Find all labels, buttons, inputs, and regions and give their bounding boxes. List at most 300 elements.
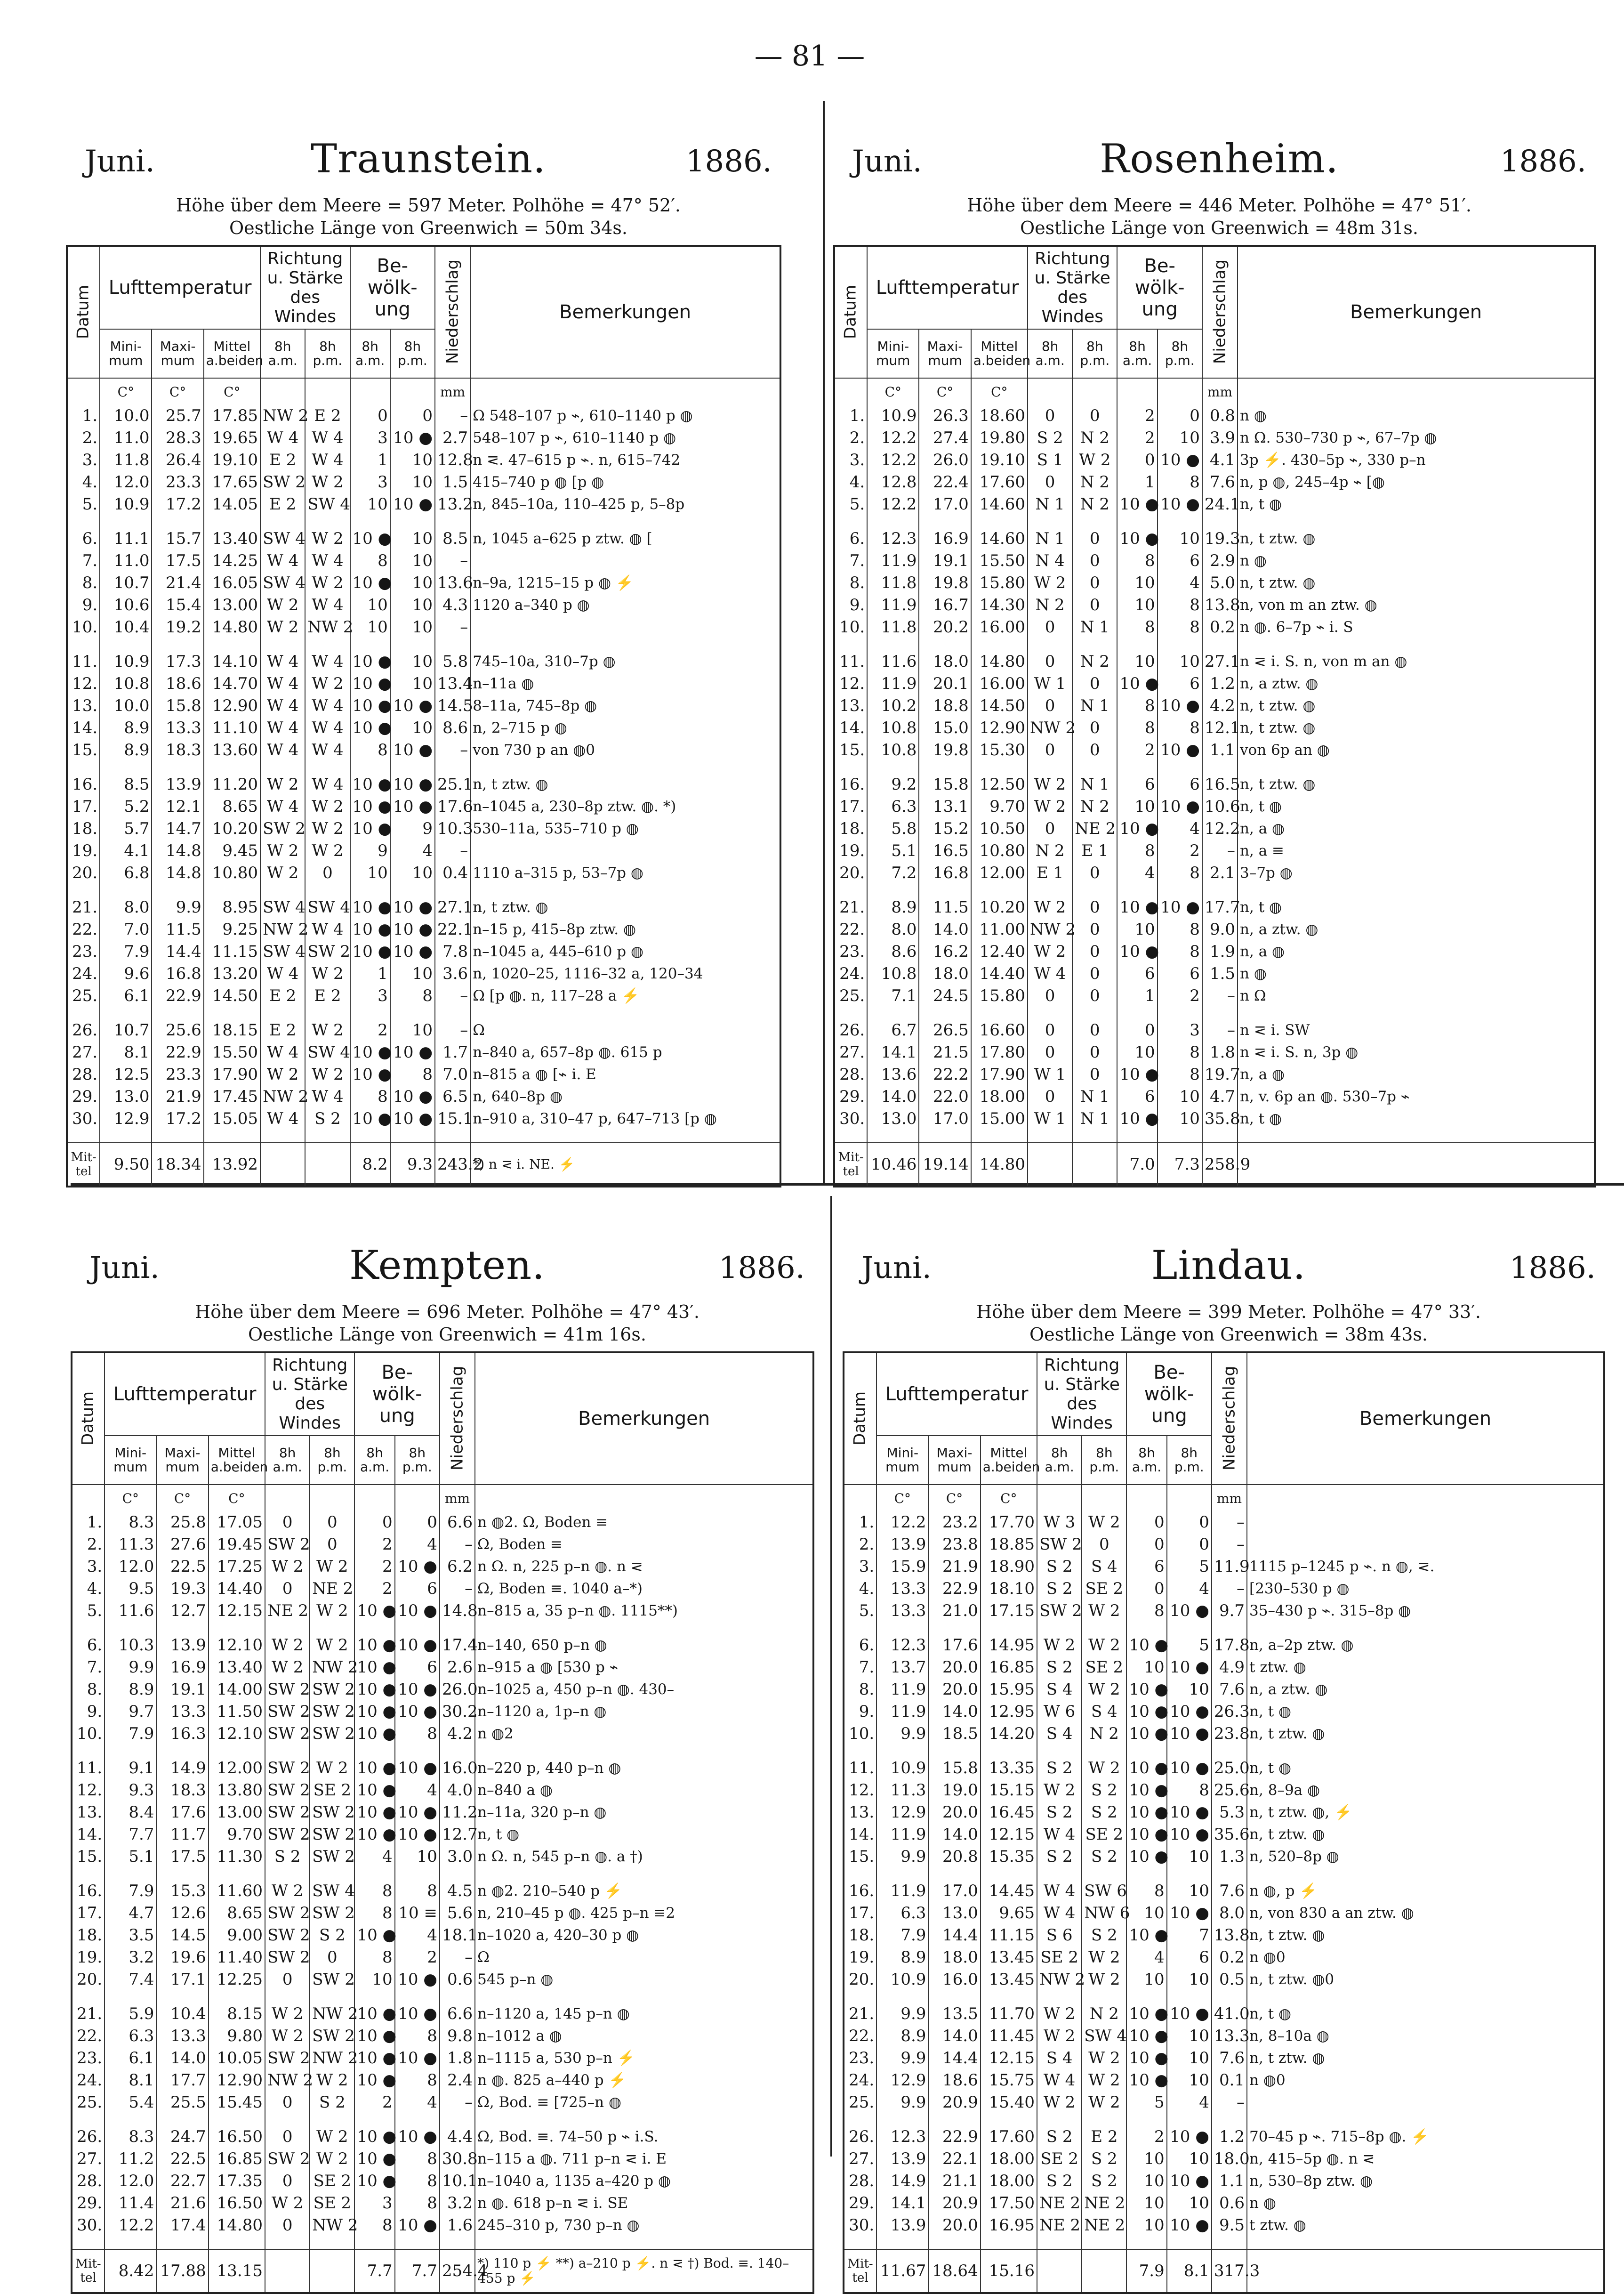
mean-temp-cell: 16.60 xyxy=(971,1019,1028,1042)
mean-temp-cell: 11.15 xyxy=(981,1924,1037,1947)
mean-temp-cell: 17.60 xyxy=(971,471,1028,493)
gap-cell xyxy=(834,1130,867,1143)
gap-cell xyxy=(100,761,152,774)
remark-cell: n–1115 a, 530 p–n ⚡ xyxy=(475,2047,813,2069)
mittel-header: Mittel a.beiden xyxy=(971,329,1028,378)
mean-temp-cell: 15.80 xyxy=(971,572,1028,594)
cloud-am-cell: 10 ● xyxy=(350,528,390,550)
cloud-pm-cell: 10 ● xyxy=(395,1824,440,1846)
mittel-row xyxy=(834,1143,1595,1187)
gap-cell xyxy=(1202,1130,1238,1143)
mittel-wind-pm xyxy=(305,1143,350,1187)
max-temp-cell: 20.1 xyxy=(919,673,971,695)
gap-cell xyxy=(1126,1622,1166,1634)
wind-am-cell: W 2 xyxy=(260,1064,305,1086)
gap-cell xyxy=(105,2114,156,2126)
precip-cell: 14.5 xyxy=(435,695,470,717)
wind-am-cell: NW 2 xyxy=(1037,1969,1082,1991)
precip-cell: – xyxy=(435,1019,470,1042)
remark-cell: Ω, Boden ≡. 1040 a–*) xyxy=(475,1578,813,1600)
mean-temp-cell: 14.10 xyxy=(204,651,260,673)
day-cell: 18. xyxy=(67,818,100,840)
wind-pm-cell: W 2 xyxy=(1082,1947,1126,1969)
gap-cell xyxy=(390,638,435,651)
mean-temp-cell: 14.70 xyxy=(204,673,260,695)
cloud-pm-cell: 10 ● xyxy=(1167,1656,1212,1679)
gap-cell xyxy=(1126,1868,1166,1880)
datum-header: Datum xyxy=(844,1352,876,1485)
precip-cell: – xyxy=(1212,1534,1247,1556)
gap-cell xyxy=(834,884,867,897)
cloud-pm-cell: 10 xyxy=(395,1846,440,1868)
gap-cell xyxy=(265,2237,310,2249)
cloud-am-cell: 10 xyxy=(1126,1656,1166,1679)
wind-pm-cell: NW 2 xyxy=(310,2047,354,2069)
cloud-am-cell: 9 xyxy=(350,840,390,862)
table-row xyxy=(834,919,1595,941)
precip-cell: 1.1 xyxy=(1202,739,1238,761)
max-temp-cell: 17.2 xyxy=(152,493,203,516)
table-row xyxy=(844,1924,1604,1947)
day-cell: 16. xyxy=(72,1880,105,1902)
wind-am-cell: NW 2 xyxy=(260,1086,305,1108)
day-cell: 18. xyxy=(834,818,867,840)
max-temp-cell: 13.3 xyxy=(156,2025,208,2047)
wind-am-cell: 0 xyxy=(265,2126,310,2148)
mittel-precip: 317.3 xyxy=(1212,2249,1247,2293)
day-cell: 23. xyxy=(844,2047,876,2069)
min-temp-cell: 11.1 xyxy=(100,528,152,550)
day-cell: 13. xyxy=(834,695,867,717)
wind-am-cell: S 6 xyxy=(1037,1924,1082,1947)
min-temp-cell: 10.9 xyxy=(867,405,919,427)
precip-cell: 1.2 xyxy=(1202,673,1238,695)
day-cell: 20. xyxy=(67,862,100,884)
gap-cell xyxy=(440,1745,475,1757)
max-temp-cell: 20.9 xyxy=(928,2092,980,2114)
table-row xyxy=(844,1947,1604,1969)
gap-cell xyxy=(971,638,1028,651)
wind-pm-cell: W 2 xyxy=(305,528,350,550)
wind-pm-cell: SE 2 xyxy=(1082,1578,1126,1600)
cloud-pm-cell: 6 xyxy=(395,1578,440,1600)
cloud-pm-cell: 10 ● xyxy=(1158,449,1202,471)
wind-am-cell: NE 2 xyxy=(1037,2214,1082,2237)
mean-temp-cell: 13.80 xyxy=(209,1779,265,1801)
remark-cell: n, a ztw. ◍ xyxy=(1247,1679,1604,1701)
max-temp-cell: 15.3 xyxy=(156,1880,208,1902)
cloud-pm-cell: 2 xyxy=(395,1947,440,1969)
mittel-row xyxy=(844,2249,1604,2293)
mittel-label: Mit-tel xyxy=(72,2249,105,2293)
min-temp-cell: 8.3 xyxy=(105,1511,156,1534)
day-cell: 6. xyxy=(844,1634,876,1656)
cloud-pm-cell: 10 xyxy=(390,594,435,616)
gap-cell xyxy=(971,1130,1028,1143)
table-row xyxy=(67,897,780,919)
precip-cell: 1.8 xyxy=(440,2047,475,2069)
table-row xyxy=(834,405,1595,427)
gap-cell xyxy=(1037,1745,1082,1757)
cloud-am-cell: 0 xyxy=(1117,449,1157,471)
gap-cell xyxy=(1202,884,1238,897)
precip-cell: 13.2 xyxy=(435,493,470,516)
day-cell: 27. xyxy=(834,1042,867,1064)
min-temp-cell: 12.9 xyxy=(100,1108,152,1130)
precip-cell: – xyxy=(435,616,470,638)
table-row xyxy=(834,1064,1595,1086)
day-cell: 24. xyxy=(844,2069,876,2092)
precip-cell: 1.9 xyxy=(1202,941,1238,963)
table-row xyxy=(67,427,780,449)
cloud-am-cell: 10 ● xyxy=(354,1824,394,1846)
wind-pm-cell: 0 xyxy=(1072,1064,1117,1086)
mean-temp-cell: 15.05 xyxy=(204,1108,260,1130)
table-row xyxy=(844,2126,1604,2148)
gap-cell xyxy=(1212,1745,1247,1757)
mean-temp-cell: 15.50 xyxy=(971,550,1028,572)
precip-cell: 0.6 xyxy=(440,1969,475,1991)
gap-cell xyxy=(260,638,305,651)
cloud-pm-cell: 8 xyxy=(1158,594,1202,616)
cloud-pm-cell: 10 ● xyxy=(390,1108,435,1130)
gap-cell xyxy=(1212,2114,1247,2126)
wind-am-cell: SW 2 xyxy=(260,471,305,493)
min-temp-cell: 13.9 xyxy=(876,2148,928,2170)
min-temp-cell: 7.4 xyxy=(105,1969,156,1991)
precip-cell: – xyxy=(1202,1019,1238,1042)
wind-am-cell: 0 xyxy=(265,2214,310,2237)
mean-temp-cell: 18.90 xyxy=(981,1556,1037,1578)
wind-am-cell: W 2 xyxy=(1028,941,1072,963)
day-cell: 18. xyxy=(844,1924,876,1947)
gap-cell xyxy=(305,516,350,528)
wind-am-cell: S 4 xyxy=(1037,1723,1082,1745)
day-cell: 20. xyxy=(834,862,867,884)
mean-temp-cell: 9.65 xyxy=(981,1902,1037,1924)
wind-pm-cell: W 2 xyxy=(305,840,350,862)
min-temp-cell: 6.3 xyxy=(105,2025,156,2047)
remark-cell: n, a ≡ xyxy=(1238,840,1595,862)
remark-cell: n–1040 a, 1135 a–420 p ◍ xyxy=(475,2170,813,2192)
mean-temp-cell: 12.15 xyxy=(209,1600,265,1622)
unit-cell xyxy=(305,378,350,405)
mean-temp-cell: 10.05 xyxy=(209,2047,265,2069)
remark-cell: n ◍. 618 p–n ⋜ i. SE xyxy=(475,2192,813,2214)
wind-am-cell: W 2 xyxy=(265,1656,310,1679)
cloud-am-cell: 10 ● xyxy=(354,2025,394,2047)
unit-cell xyxy=(1117,378,1157,405)
cloud-am-cell: 10 ● xyxy=(1126,2047,1166,2069)
wind-am-cell: SW 4 xyxy=(260,528,305,550)
cloud-am-cell: 2 xyxy=(1117,739,1157,761)
wind-am-cell: W 3 xyxy=(1037,1511,1082,1534)
cloud-am-cell: 10 ● xyxy=(350,695,390,717)
day-cell: 5. xyxy=(834,493,867,516)
cloud-pm-cell: 10 ● xyxy=(395,1556,440,1578)
gap-cell xyxy=(1167,1745,1212,1757)
table-row xyxy=(844,1634,1604,1656)
mean-temp-cell: 14.45 xyxy=(981,1880,1037,1902)
unit-cell xyxy=(470,378,780,405)
mean-temp-cell: 18.00 xyxy=(981,2148,1037,2170)
gap-cell xyxy=(100,884,152,897)
table-row xyxy=(834,651,1595,673)
wind-am-cell: SE 2 xyxy=(1037,1947,1082,1969)
wind-am-cell: W 4 xyxy=(1037,2069,1082,2092)
remark-cell: 1110 a–315 p, 53–7p ◍ xyxy=(470,862,780,884)
table-row xyxy=(72,1824,813,1846)
mean-temp-cell: 14.80 xyxy=(971,651,1028,673)
remark-cell: n ◍. 6–7p ⌁ i. S xyxy=(1238,616,1595,638)
mean-temp-cell: 18.00 xyxy=(981,2170,1037,2192)
max-temp-cell: 16.3 xyxy=(156,1723,208,1745)
max-temp-cell: 22.9 xyxy=(152,1042,203,1064)
max-temp-cell: 10.4 xyxy=(156,2003,208,2025)
max-temp-cell: 19.8 xyxy=(919,739,971,761)
gap-cell xyxy=(204,516,260,528)
cloud-pm-cell: 10 ● xyxy=(390,774,435,796)
min-temp-cell: 7.9 xyxy=(105,1880,156,1902)
remark-cell: n–220 p, 440 p–n ◍ xyxy=(475,1757,813,1779)
gap-cell xyxy=(310,1991,354,2003)
gap-cell xyxy=(844,1868,876,1880)
cloud-am-cell: 3 xyxy=(350,427,390,449)
cloud-am-cell: 10 ● xyxy=(1126,1924,1166,1947)
day-cell: 1. xyxy=(67,405,100,427)
min-temp-cell: 8.1 xyxy=(105,2069,156,2092)
min-temp-cell: 5.8 xyxy=(867,818,919,840)
wind-am-cell: SW 4 xyxy=(260,941,305,963)
day-cell: 12. xyxy=(67,673,100,695)
cloud-am-cell: 10 ● xyxy=(350,673,390,695)
mean-temp-cell: 14.80 xyxy=(209,2214,265,2237)
remark-cell: n ◍0 xyxy=(1247,2069,1604,2092)
cloud-pm-header: 8h p.m. xyxy=(395,1436,440,1485)
day-cell: 26. xyxy=(834,1019,867,1042)
wind-pm-cell: N 1 xyxy=(1072,616,1117,638)
cloud-pm-cell: 2 xyxy=(1158,985,1202,1007)
precip-cell: 12.1 xyxy=(1202,717,1238,739)
table-row xyxy=(844,2148,1604,2170)
precip-cell: 11.2 xyxy=(440,1801,475,1824)
max-temp-cell: 21.9 xyxy=(152,1086,203,1108)
min-temp-cell: 5.1 xyxy=(105,1846,156,1868)
wind-am-cell: N 1 xyxy=(1028,493,1072,516)
max-temp-cell: 14.5 xyxy=(156,1924,208,1947)
cloud-pm-cell: 10 xyxy=(390,1019,435,1042)
precip-cell: 30.2 xyxy=(440,1701,475,1723)
gap-cell xyxy=(1167,1868,1212,1880)
footnote xyxy=(1238,1143,1595,1187)
day-cell: 7. xyxy=(72,1656,105,1679)
day-cell: 28. xyxy=(67,1064,100,1086)
precip-cell: 4.5 xyxy=(440,1880,475,1902)
gap-cell xyxy=(1167,2237,1212,2249)
mean-temp-cell: 12.90 xyxy=(209,2069,265,2092)
table-row xyxy=(834,550,1595,572)
mean-temp-cell: 17.35 xyxy=(209,2170,265,2192)
cloud-am-cell: 10 ● xyxy=(354,2047,394,2069)
min-temp-cell: 9.7 xyxy=(105,1701,156,1723)
cloud-am-cell: 10 xyxy=(1126,2192,1166,2214)
unit-cell xyxy=(67,378,100,405)
wind-am-cell: W 2 xyxy=(260,840,305,862)
min-temp-cell: 12.5 xyxy=(100,1064,152,1086)
wind-am-cell: SW 2 xyxy=(1037,1600,1082,1622)
unit-cell xyxy=(1028,378,1072,405)
max-temp-cell: 26.5 xyxy=(919,1019,971,1042)
max-temp-cell: 16.5 xyxy=(919,840,971,862)
day-cell: 28. xyxy=(834,1064,867,1086)
min-temp-cell: 9.9 xyxy=(876,2047,928,2069)
wind-am-cell: W 2 xyxy=(1037,2092,1082,2114)
gap-cell xyxy=(390,1007,435,1019)
remark-cell: 8–11a, 745–8p ◍ xyxy=(470,695,780,717)
cloud-pm-cell: 10 xyxy=(390,673,435,695)
min-temp-cell: 9.9 xyxy=(876,1846,928,1868)
max-temp-cell: 18.5 xyxy=(928,1723,980,1745)
cloud-pm-cell: 10 ● xyxy=(1158,695,1202,717)
cloud-pm-cell: 10 ● xyxy=(390,1042,435,1064)
max-temp-cell: 11.5 xyxy=(152,919,203,941)
gap-cell xyxy=(354,2114,394,2126)
cloud-pm-cell: 10 xyxy=(1167,2047,1212,2069)
remark-cell: n, t ◍ xyxy=(1247,2003,1604,2025)
mittel-cloud-am: 8.2 xyxy=(350,1143,390,1187)
table-row xyxy=(67,985,780,1007)
gap-cell xyxy=(1202,761,1238,774)
table-row xyxy=(72,1779,813,1801)
wind-pm-cell: SE 2 xyxy=(310,1779,354,1801)
cloud-pm-cell: 8 xyxy=(395,1723,440,1745)
mean-temp-cell: 12.10 xyxy=(209,1723,265,1745)
remark-cell: n ◍0 xyxy=(1247,1947,1604,1969)
wind-am-cell: N 4 xyxy=(1028,550,1072,572)
max-temp-cell: 14.0 xyxy=(928,1701,980,1723)
max-temp-cell: 12.6 xyxy=(156,1902,208,1924)
gap-cell xyxy=(981,2114,1037,2126)
min-temp-cell: 8.9 xyxy=(105,1679,156,1701)
station-year: 1886. xyxy=(1500,144,1586,179)
gap-cell xyxy=(1158,1007,1202,1019)
cloud-pm-cell: 10 ● xyxy=(395,1634,440,1656)
mean-temp-cell: 12.15 xyxy=(981,2047,1037,2069)
gap-cell xyxy=(1082,1745,1126,1757)
mean-temp-cell: 11.10 xyxy=(204,717,260,739)
gap-cell xyxy=(919,1130,971,1143)
min-temp-cell: 10.6 xyxy=(100,594,152,616)
gap-cell xyxy=(1028,516,1072,528)
data-table xyxy=(71,1351,814,2294)
day-cell: 1. xyxy=(834,405,867,427)
table-row xyxy=(844,1600,1604,1622)
mean-temp-cell: 8.65 xyxy=(209,1902,265,1924)
gap-cell xyxy=(1158,884,1202,897)
min-temp-cell: 7.0 xyxy=(100,919,152,941)
table-row xyxy=(72,2170,813,2192)
max-temp-cell: 16.0 xyxy=(928,1969,980,1991)
table-row xyxy=(67,739,780,761)
cloud-pm-cell: 4 xyxy=(395,1534,440,1556)
cloud-pm-cell: 10 ● xyxy=(1167,1723,1212,1745)
min-temp-cell: 12.9 xyxy=(876,2069,928,2092)
wind-am-cell: W 2 xyxy=(265,2025,310,2047)
gap-cell xyxy=(100,1007,152,1019)
gap-cell xyxy=(265,1868,310,1880)
precip-cell: 14.8 xyxy=(440,1600,475,1622)
wind-am-cell: S 2 xyxy=(1037,1757,1082,1779)
max-temp-cell: 21.9 xyxy=(928,1556,980,1578)
wind-am-cell: S 2 xyxy=(1037,1846,1082,1868)
table-row xyxy=(67,695,780,717)
table-row xyxy=(844,1801,1604,1824)
cloud-pm-cell: 10 ● xyxy=(1158,739,1202,761)
cloud-pm-cell: 10 ● xyxy=(395,1969,440,1991)
unit-cell: mm xyxy=(440,1485,475,1511)
day-cell: 29. xyxy=(67,1086,100,1108)
mean-temp-cell: 17.60 xyxy=(981,2126,1037,2148)
cloud-am-cell: 3 xyxy=(350,985,390,1007)
max-temp-cell: 24.5 xyxy=(919,985,971,1007)
cloud-pm-cell: 4 xyxy=(395,2092,440,2114)
wind-am-cell: SW 2 xyxy=(1037,1534,1082,1556)
mean-temp-cell: 17.15 xyxy=(981,1600,1037,1622)
cloud-am-cell: 3 xyxy=(350,471,390,493)
table-row xyxy=(72,2092,813,2114)
cloud-pm-cell: 10 ● xyxy=(1167,1801,1212,1824)
cloud-am-cell: 8 xyxy=(1117,616,1157,638)
cloud-am-cell: 10 ● xyxy=(350,919,390,941)
max-temp-cell: 22.2 xyxy=(919,1064,971,1086)
remark-cell: n, t ztw. ◍ xyxy=(1247,1723,1604,1745)
max-temp-cell: 21.0 xyxy=(928,1600,980,1622)
station-name: Kempten. xyxy=(349,1242,545,1288)
unit-cell xyxy=(72,1485,105,1511)
precip-cell: 23.8 xyxy=(1212,1723,1247,1745)
gap-cell xyxy=(1037,2114,1082,2126)
remark-cell: n ◍ xyxy=(1238,405,1595,427)
day-cell: 9. xyxy=(72,1701,105,1723)
gap-cell xyxy=(390,1130,435,1143)
cloud-am-cell: 10 ● xyxy=(1117,1064,1157,1086)
min-temp-cell: 5.4 xyxy=(105,2092,156,2114)
precip-cell: 4.3 xyxy=(435,594,470,616)
day-cell: 3. xyxy=(72,1556,105,1578)
gap-cell xyxy=(209,1868,265,1880)
min-temp-cell: 13.0 xyxy=(100,1086,152,1108)
station-meta xyxy=(833,194,1605,239)
cloud-pm-cell: 0 xyxy=(390,405,435,427)
gap-cell xyxy=(1028,884,1072,897)
mean-temp-cell: 12.00 xyxy=(971,862,1028,884)
gap-cell xyxy=(67,1007,100,1019)
niederschlag-header: Niederschlag xyxy=(1202,246,1238,378)
min-temp-cell: 11.0 xyxy=(100,427,152,449)
mean-temp-cell: 17.45 xyxy=(204,1086,260,1108)
mittel-cloud-am: 7.7 xyxy=(354,2249,394,2293)
mean-temp-cell: 17.85 xyxy=(204,405,260,427)
bemerkungen-header: Bemerkungen xyxy=(1238,246,1595,378)
minimum-header: Mini-mum xyxy=(105,1436,156,1485)
precip-cell: 10.6 xyxy=(1202,796,1238,818)
gap-cell xyxy=(204,1007,260,1019)
cloud-pm-cell: 10 ● xyxy=(395,1600,440,1622)
minimum-header: Mini-mum xyxy=(100,329,152,378)
day-cell: 25. xyxy=(834,985,867,1007)
cloud-pm-cell: 10 ● xyxy=(390,427,435,449)
remark-cell: n, 8–9a ◍ xyxy=(1247,1779,1604,1801)
